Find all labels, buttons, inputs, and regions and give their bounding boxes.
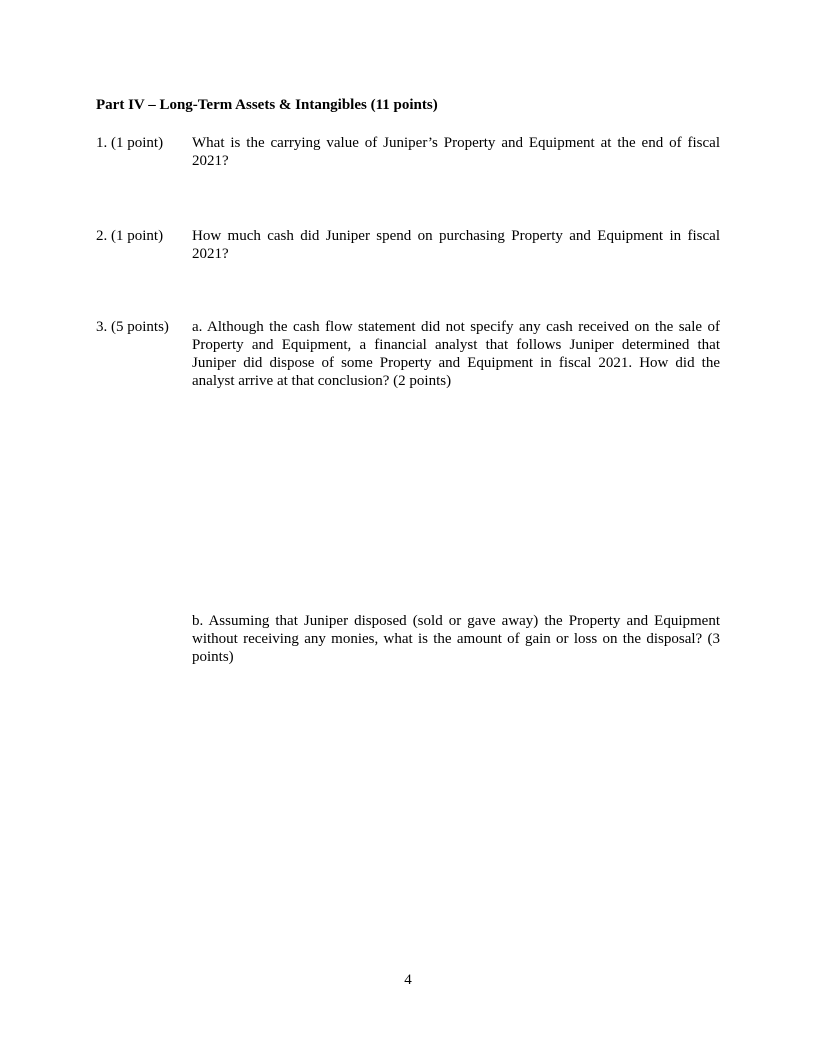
- question-2-label: 2. (1 point): [96, 228, 164, 244]
- question-1-text: What is the carrying value of Juniper’s Property and Equipment at the end of fiscal 2021?: [192, 135, 720, 169]
- question-3-label: 3. (5 points): [96, 319, 169, 335]
- section-heading: Part IV – Long-Term Assets & Intangibles (11 points): [96, 97, 438, 113]
- page-number: 4: [404, 972, 412, 988]
- question-3b-text: b. Assuming that Juniper disposed (sold or gave away) the Property and Equipment without receiving any monies, what is the amount of gain or loss on the disposal? (3 points): [192, 613, 720, 665]
- question-1-label: 1. (1 point): [96, 135, 164, 151]
- question-2-text: How much cash did Juniper spend on purchasing Property and Equipment in fiscal 2021?: [192, 228, 720, 262]
- question-3a-text: a. Although the cash flow statement did not specify any cash received on the sale of Property and Equipment, a financial analyst that follows Juniper determined that Juniper did dispose of some Property and Equipment in fiscal 2021. How did the analyst arrive at that conclusion? (2 points): [192, 319, 720, 389]
